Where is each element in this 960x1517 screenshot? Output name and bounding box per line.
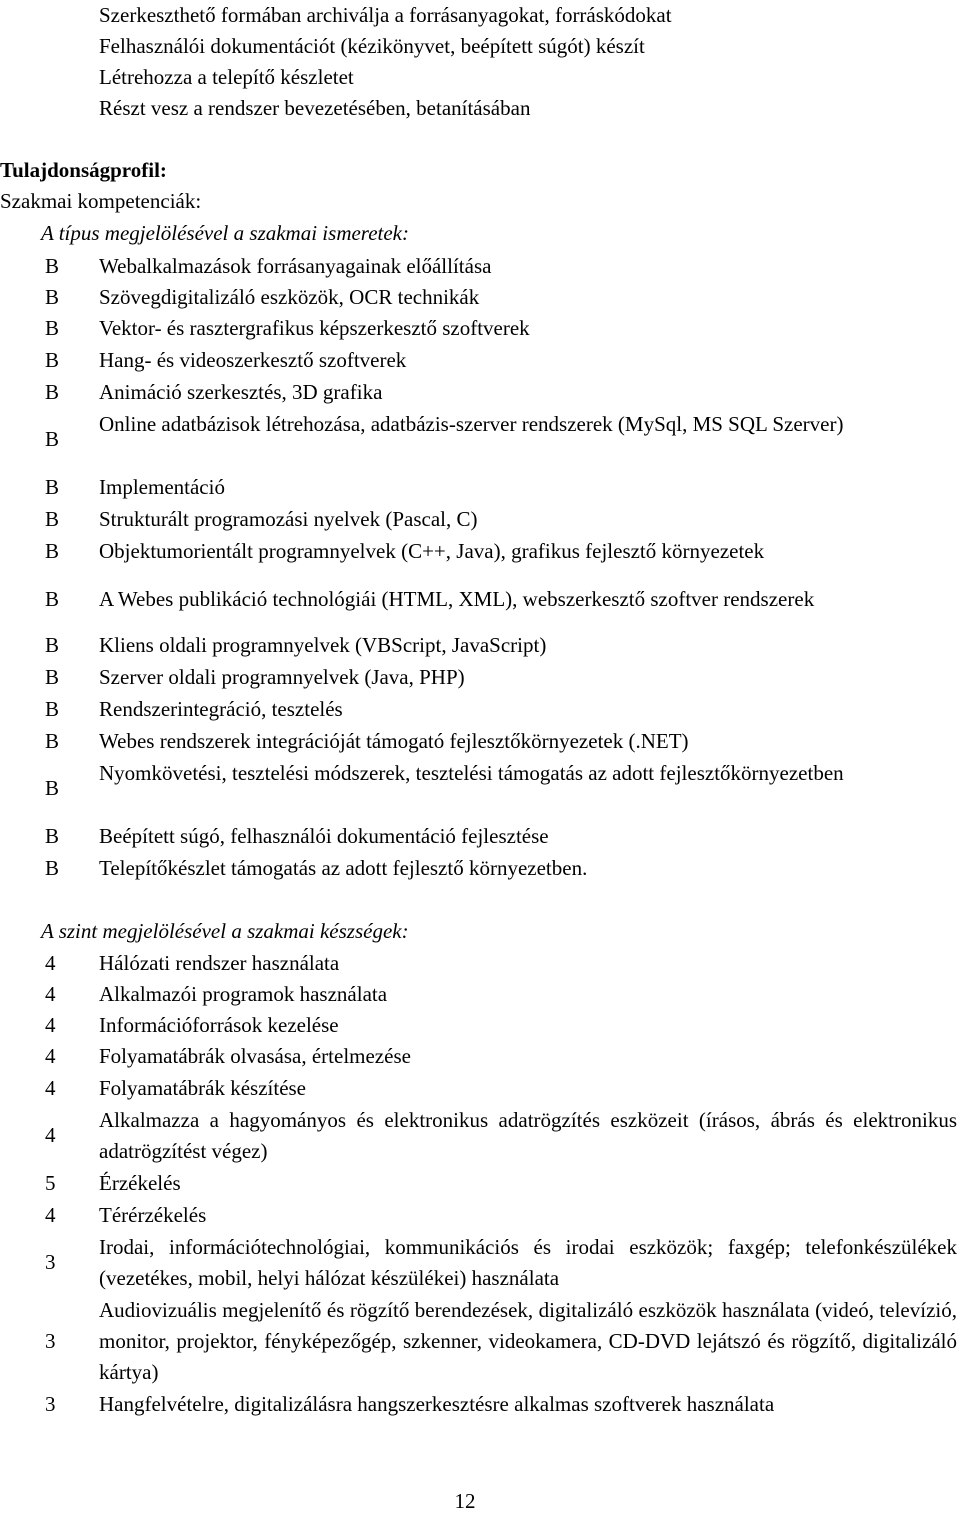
knowledge-text: Animáció szerkesztés, 3D grafika — [99, 380, 383, 404]
knowledge-text: Rendszerintegráció, tesztelés — [99, 697, 343, 721]
skill-text: Térérzékelés — [99, 1203, 207, 1227]
knowledge-text: Nyomkövetési, tesztelési módszerek, tesztelési támogatás az adott fejlesztőkörnyezetben — [99, 761, 844, 785]
skill-text: Folyamatábrák készítése — [99, 1076, 307, 1100]
skill-level: 4 — [45, 1123, 56, 1147]
intro-line: Részt vesz a rendszer bevezetésében, betanításában — [99, 96, 531, 120]
skill-text: Érzékelés — [99, 1171, 181, 1195]
knowledge-item — [0, 377, 960, 408]
knowledge-code: B — [45, 856, 60, 880]
skill-level: 5 — [45, 1171, 56, 1195]
knowledge-item — [0, 584, 960, 615]
knowledge-item — [0, 472, 960, 503]
skill-item — [0, 1041, 960, 1072]
knowledge-item — [0, 758, 960, 820]
skill-text: Hálózati rendszer használata — [99, 951, 340, 975]
knowledge-item — [0, 630, 960, 661]
knowledge-code: B — [45, 697, 60, 721]
knowledge-item — [0, 694, 960, 725]
knowledge-item — [0, 282, 960, 313]
skill-level: 3 — [45, 1392, 56, 1416]
knowledge-text: Telepítőkészlet támogatás az adott fejlesztő környezetben. — [99, 856, 588, 880]
knowledge-item — [0, 313, 960, 344]
intro-line: Szerkeszthető formában archiválja a forrásanyagokat, forráskódokat — [99, 3, 672, 27]
knowledge-code: B — [45, 427, 60, 451]
skill-item — [0, 1010, 960, 1041]
intro-line: Felhasználói dokumentációt (kézikönyvet, beépített súgót) készít — [99, 34, 645, 58]
skills-heading: A szint megjelölésével a szakmai készségek: — [41, 919, 409, 943]
knowledge-code: B — [45, 665, 60, 689]
knowledge-text: Szerver oldali programnyelvek (Java, PHP) — [99, 665, 465, 689]
knowledge-code: B — [45, 316, 60, 340]
knowledge-item — [0, 662, 960, 693]
knowledge-item — [0, 726, 960, 757]
skill-item — [0, 948, 960, 979]
knowledge-code: B — [45, 729, 60, 753]
skill-level: 4 — [45, 1044, 56, 1068]
skill-item — [0, 1200, 960, 1231]
knowledge-code: B — [45, 475, 60, 499]
knowledge-text: Beépített súgó, felhasználói dokumentáció fejlesztése — [99, 824, 549, 848]
skill-item — [0, 1389, 960, 1420]
knowledge-text: Webes rendszerek integrációját támogató fejlesztőkörnyezetek (.NET) — [99, 729, 689, 753]
intro-line: Létrehozza a telepítő készletet — [99, 65, 354, 89]
skill-level: 4 — [45, 1013, 56, 1037]
knowledge-item — [0, 251, 960, 282]
skill-level: 4 — [45, 951, 56, 975]
knowledge-text: Vektor- és rasztergrafikus képszerkesztő szoftverek — [99, 316, 530, 340]
knowledge-code: B — [45, 587, 60, 611]
knowledge-text: Objektumorientált programnyelvek (C++, Java), grafikus fejlesztő környezetek — [99, 539, 765, 563]
skill-item — [0, 1168, 960, 1199]
skill-item — [0, 1232, 960, 1294]
knowledge-code: B — [45, 380, 60, 404]
knowledge-code: B — [45, 633, 60, 657]
skill-text: Információforrások kezelése — [99, 1013, 339, 1037]
skill-text: Hangfelvételre, digitalizálásra hangszerkesztésre alkalmas szoftverek használata — [99, 1392, 775, 1416]
skill-level: 4 — [45, 1076, 56, 1100]
knowledge-heading: A típus megjelölésével a szakmai ismeretek: — [41, 221, 409, 245]
skill-text: Alkalmazói programok használata — [99, 982, 388, 1006]
skill-level: 4 — [45, 1203, 56, 1227]
skill-text: Audiovizuális megjelenítő és rögzítő berendezések, digitalizáló eszközök használata (videó, televízió, monitor, projektor, fényképezőgép, szkenner, videokamera, CD-DVD lejátszó és rögzítő, digitalizáló kártya) — [99, 1298, 957, 1384]
knowledge-text: A Webes publikáció technológiái (HTML, XML), webszerkesztő szoftver rendszerek — [99, 587, 815, 611]
skill-level: 3 — [45, 1250, 56, 1274]
competencies-heading: Szakmai kompetenciák: — [0, 189, 202, 213]
page-number: 12 — [454, 1489, 476, 1513]
knowledge-text: Hang- és videoszerkesztő szoftverek — [99, 348, 407, 372]
knowledge-item — [0, 409, 960, 471]
knowledge-text: Strukturált programozási nyelvek (Pascal, C) — [99, 507, 478, 531]
skill-level: 3 — [45, 1329, 56, 1353]
knowledge-text: Online adatbázisok létrehozása, adatbázis-szerver rendszerek (MySql, MS SQL Szerver) — [99, 412, 844, 436]
skill-level: 4 — [45, 982, 56, 1006]
knowledge-item — [0, 536, 960, 567]
knowledge-item — [0, 821, 960, 852]
skill-text: Folyamatábrák olvasása, értelmezése — [99, 1044, 411, 1068]
knowledge-text: Szövegdigitalizáló eszközök, OCR technikák — [99, 285, 480, 309]
knowledge-code: B — [45, 539, 60, 563]
knowledge-text: Implementáció — [99, 475, 225, 499]
knowledge-code: B — [45, 507, 60, 531]
knowledge-code: B — [45, 824, 60, 848]
knowledge-item — [0, 504, 960, 535]
knowledge-code: B — [45, 254, 60, 278]
profile-heading: Tulajdonságprofil: — [0, 158, 167, 182]
knowledge-code: B — [45, 776, 60, 800]
knowledge-item — [0, 853, 960, 884]
knowledge-item — [0, 345, 960, 376]
skill-item — [0, 979, 960, 1010]
skill-text: Alkalmazza a hagyományos és elektronikus adatrögzítés eszközeit (írásos, ábrás és elektronikus adatrögzítést végez) — [99, 1108, 957, 1163]
knowledge-code: B — [45, 348, 60, 372]
knowledge-text: Kliens oldali programnyelvek (VBScript, JavaScript) — [99, 633, 547, 657]
skill-text: Irodai, információtechnológiai, kommunikációs és irodai eszközök; faxgép; telefonkészülékek (vezetékes, mobil, helyi hálózat készülékei) használata — [99, 1235, 957, 1290]
knowledge-text: Webalkalmazások forrásanyagainak előállítása — [99, 254, 492, 278]
skill-item — [0, 1295, 960, 1388]
knowledge-code: B — [45, 285, 60, 309]
skill-item — [0, 1105, 960, 1167]
skill-item — [0, 1073, 960, 1104]
